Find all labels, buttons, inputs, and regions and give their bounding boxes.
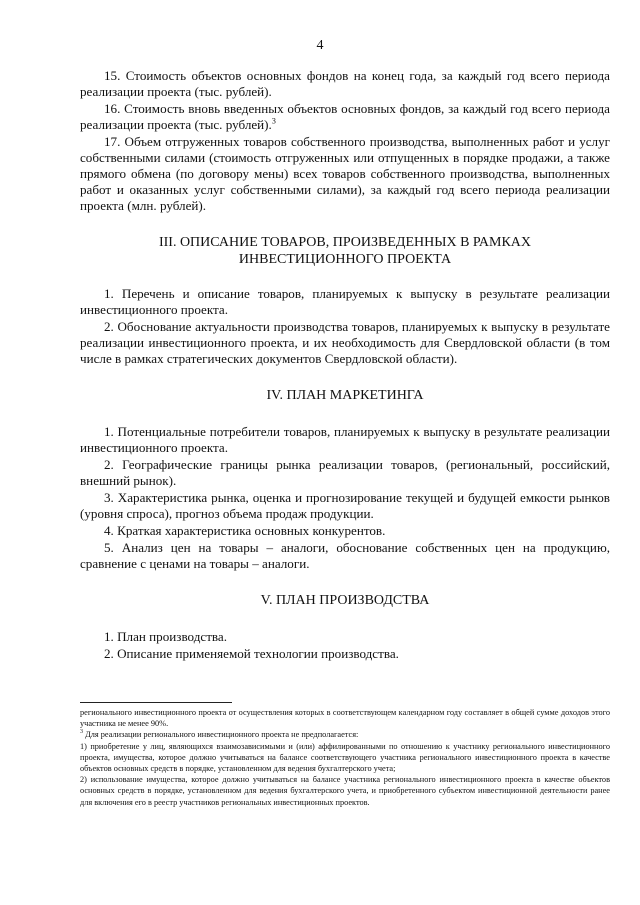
- footnotes: [80, 707, 610, 808]
- footnote-3-item-2: 2) использование имущества, которое должно учитываться на балансе участника регионального инвестиционного проекта в качестве объектов основных средств в порядке, установленном для ведения бухгалтерского учета, и приобретенного субъектом инвестиционной деятельности ранее для включения его в реестр участников региональных инвестиционных проектов.: [80, 775, 610, 807]
- section-5-item-1: 1. План производства.: [104, 629, 228, 644]
- section-3-item-1: 1. Перечень и описание товаров, планируемых к выпуску в результате реализации инвестиционного проекта.: [80, 286, 610, 317]
- footnote-ref-3: 3: [271, 116, 276, 126]
- page-number: 4: [316, 38, 324, 53]
- section-5-item-2: 2. Описание применяемой технологии производства.: [104, 646, 399, 661]
- section-3-item-2: 2. Обоснование актуальности производства товаров, планируемых к выпуску в результате реализации инвестиционного проекта, и их необходимость для Свердловской области (в том числе в рамках стратегических документов Свердловской области).: [80, 319, 610, 366]
- section-5-heading: V. ПЛАН ПРОИЗВОДСТВА: [260, 593, 430, 608]
- section-4-item-3: 3. Характеристика рынка, оценка и прогнозирование текущей и будущей емкости рынков (уровня спроса), прогноз объема продаж продукции.: [80, 490, 610, 521]
- paragraph-item-16: [80, 101, 610, 133]
- paragraph-item-15: 15. Стоимость объектов основных фондов на конец года, за каждый год всего периода реализации проекта (тыс. рублей).: [80, 68, 610, 99]
- footnote-continuation: регионального инвестиционного проекта от осуществления которых в соответствующем календарном году составляет в общей сумме доходов этого участника не менее 90%.: [80, 708, 610, 729]
- section-4-item-1: 1. Потенциальные потребители товаров, планируемых к выпуску в результате реализации инвестиционного проекта.: [80, 424, 610, 455]
- paragraph-item-16-text: 16. Стоимость вновь введенных объектов основных фондов, за каждый год всего периода реализации проекта (тыс. рублей).: [80, 101, 610, 132]
- section-4-item-4: 4. Краткая характеристика основных конкурентов.: [104, 523, 386, 538]
- section-3-heading-line1: III. ОПИСАНИЕ ТОВАРОВ, ПРОИЗВЕДЕННЫХ В РАМКАХ: [158, 235, 532, 250]
- section-4-item-5: 5. Анализ цен на товары – аналоги, обоснование собственных цен на продукцию, сравнение с ценами на товары – аналоги.: [80, 540, 610, 571]
- footnote-3-intro: Для реализации регионального инвестиционного проекта не предполагается:: [85, 730, 359, 740]
- section-3-heading-line2: ИНВЕСТИЦИОННОГО ПРОЕКТА: [238, 252, 452, 267]
- section-4-item-2: 2. Географические границы рынка реализации товаров, (региональный, российский, внешний рынок).: [80, 457, 610, 488]
- footnote-3-mark: 3: [80, 729, 83, 736]
- document-body: [80, 68, 610, 663]
- section-3-heading: [80, 234, 610, 268]
- footnote-3: [80, 729, 610, 740]
- footnote-3-item-1: 1) приобретение у лиц, являющихся взаимозависимыми и (или) аффилированными по отношению к участнику регионального инвестиционного проекта, имущества, которое должно учитываться на балансе соответствующего участника регионального инвестиционного проекта в качестве объектов основных средств в порядке, установленном для ведения бухгалтерского учета;: [80, 741, 610, 774]
- paragraph-item-17: 17. Объем отгруженных товаров собственного производства, выполненных работ и услуг собственными силами (стоимость отгруженных или отпущенных в порядке продажи, а также прямого обмена (по договору мены) всех товаров собственного производства, выполненных работ и оказанных услуг собственными силами), за каждый год всего периода реализации проекта (млн. рублей).: [80, 134, 610, 213]
- section-4-heading: IV. ПЛАН МАРКЕТИНГА: [266, 388, 424, 403]
- footnote-divider: [80, 702, 232, 703]
